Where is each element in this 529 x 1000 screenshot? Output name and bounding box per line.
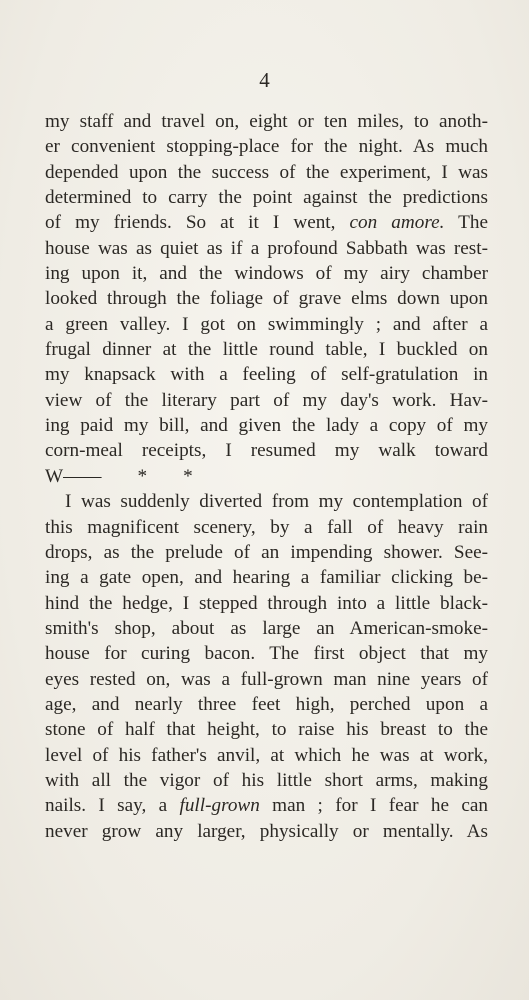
italic-phrase: full-grown: [179, 795, 260, 817]
text-line: ing a gate open, and hearing a familiar clicking be-: [45, 567, 488, 589]
text-line: corn-meal receipts, I resumed my walk toward: [45, 440, 488, 462]
italic-phrase: con amore.: [349, 212, 445, 234]
text-line: this magnificent scenery, by a fall of heavy rain: [45, 516, 488, 538]
text-line: my knapsack with a feeling of self-gratulation in: [45, 364, 488, 386]
asterism: [138, 464, 229, 489]
text-line: age, and nearly three feet high, perched upon a: [45, 693, 488, 715]
text-line: I was suddenly diverted from my contemplation of: [65, 491, 488, 513]
text-line: looked through the foliage of grave elms down upon: [45, 288, 488, 310]
text-line: stone of half that height, to raise his breast to the: [45, 719, 488, 741]
asterisk: *: [183, 465, 193, 487]
text-run: nails. I say, a: [45, 795, 180, 817]
text-line: house was as quiet as if a profound Sabbath was rest-: [45, 237, 488, 259]
page-number: 4: [259, 68, 270, 92]
text-line: eyes rested on, was a full-grown man nine years of: [45, 668, 488, 690]
text-line: frugal dinner at the little round table, I buckled on: [45, 339, 488, 361]
text-line: my staff and travel on, eight or ten miles, to anoth-: [45, 111, 488, 132]
text-line: with all the vigor of his little short arms, making: [45, 769, 488, 791]
text-line: [45, 793, 488, 818]
text-line: level of his father's anvil, at which he was at work,: [45, 744, 488, 766]
text-line: drops, as the prelude of an impending shower. See-: [45, 541, 488, 563]
text-line: never grow any larger, physically or mentally. As: [45, 820, 488, 842]
text-run: man ; for I fear he can: [259, 795, 488, 817]
text-line: determined to carry the point against the predictions: [45, 187, 488, 209]
text-line: ing paid my bill, and given the lady a copy of my: [45, 415, 488, 437]
text-line: er convenient stopping-place for the night. As much: [45, 136, 488, 158]
text-line: a green valley. I got on swimmingly ; and after a: [45, 313, 488, 335]
body-text: [45, 109, 488, 844]
text-line: ing upon it, and the windows of my airy chamber: [45, 263, 488, 285]
text-line: view of the literary part of my day's work. Hav-: [45, 389, 488, 411]
text-run: W——: [45, 465, 102, 487]
asterisk: *: [137, 465, 148, 487]
text-run: The: [444, 212, 488, 234]
paragraph-2: [45, 489, 488, 844]
text-line: depended upon the success of the experiment, I was: [45, 161, 488, 183]
text-line: house for curing bacon. The first object that my: [45, 643, 488, 665]
paragraph-1: [45, 109, 488, 489]
text-run: of my friends. So at it I went,: [45, 212, 350, 234]
text-line: [45, 210, 488, 235]
text-line: [45, 464, 488, 489]
text-line: smith's shop, about as large an American-smoke-: [45, 617, 488, 639]
text-line: hind the hedge, I stepped through into a little black-: [45, 592, 488, 614]
